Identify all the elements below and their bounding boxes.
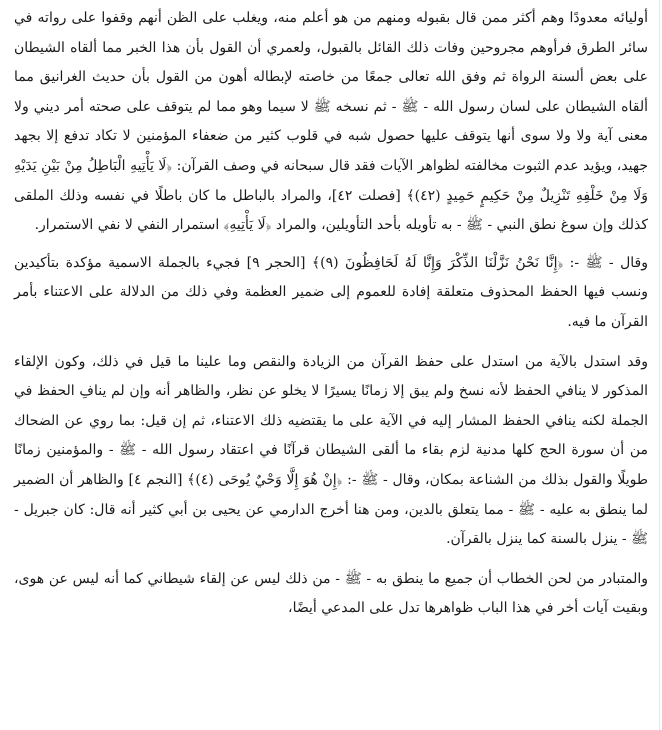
paragraph-4: والمتبادر من لحن الخطاب أن جميع ما ينطق به - ﷺ - من ذلك ليس عن إلقاء شيطاني كما أنه ليس عن هوى، وبقيت آيات أخر في هذا الباب ظواهرها تدل على المدعي أيضًا، <box>14 570 648 617</box>
paragraph-2: وقال - ﷺ -: ﴿إِنَّا نَحْنُ نَزَّلْنَا الذِّكْرَ وَإِنَّا لَهُ لَحَافِظُونَ (٩)﴾ [الحجر ٩] فجيء بالجملة الاسمية مؤكدة بتأكيدين ونسب فيها الحفظ المحذوف متعلقة إفادة للعموم إلى ضمير العظمة وفي ذلك من الدلالة على الاعتناء بأمر القرآن ما فيه. <box>14 254 649 330</box>
paragraph-3: وقد استدل بالآية من استدل على حفظ القرآن من الزيادة والنقص وما علينا ما قيل في ذلك، وكون الإلقاء المذكور لا ينافي الحفظ لأنه نسخ ولم يبق إلا زمانًا يسيرًا لا يخلو عن نظر، والظاهر أنه وإن لم ينافِ الحفظ في الجملة لكنه ينافي الحفظ المشار إليه في الآية على ما يقتضيه ذلك الاعتناء، ثم إن قيل: بما روي عن الضحاك من أن سورة الحج كلها مدنية لزم بقاء ما ألقى الشيطان قرآنًا في اعتقاد رسول الله - ﷺ - والمؤمنين زمانًا طويلًا والقول بذلك من الشناعة بمكان، وقال - ﷺ -: ﴿إِنْ هُوَ إِلَّا وَحْيٌ يُوحَى (٤)﴾ [النجم ٤] والظاهر أن الضمير لما ينطق به عليه - ﷺ - مما يتعلق بالدين، ومن هنا أخرج الدارمي عن يحيى بن أبي كثير أنه قال: كان جبريل - ﷺ - ينزل بالسنة كما ينزل بالقرآن. <box>14 353 648 548</box>
page-edge-line <box>659 0 660 730</box>
paragraph-1: أوليائه معدودًا وهم أكثر ممن قال بقبوله ومنهم من هو أعلم منه، ويغلب على الظن أنهم وقفوا على رواته في سائر الطرق فرأوهم مجروحين وفات ذلك القائل بالقبول، ولعمري أن القول بأن هذا الخبر مما ألقاه الشيطان على بعض ألسنة الرواة ثم وفق الله تعالى جمعًا من خاصته لإبطاله أهون من القول بأن حديث الغرانيق مما ألقاه الشيطان على لسان رسول الله - ﷺ - ثم نسخه ﷺ لا سيما وهو مما لم يتوقف على صحته أمر ديني ولا معنى آية ولا ولا سوى أنها يتوقف عليها حصول شبه في قلوب كثير من ضعفاء المؤمنين لا تكاد تدفع إلا بجهد جهيد، ويؤيد عدم الثبوت مخالفته لظواهر الآيات فقد قال سبحانه في وصف القرآن: ﴿لَا يَأْتِيهِ الْبَاطِلُ مِنْ بَيْنِ يَدَيْهِ وَلَا مِنْ خَلْفِهِ تَنْزِيلٌ مِنْ حَكِيمٍ حَمِيدٍ (٤٢)﴾ [فصلت ٤٢]، والمراد بالباطل ما كان باطلًا في نفسه وذلك الملقى كذلك وإن سوغ نطق النبي - ﷺ - به تأويله بأحد التأويلين، والمراد ﴿لَا يَأْتِيهِ﴾ استمرار النفي لا نفي الاستمرار. <box>14 10 648 234</box>
paragraph-gap <box>14 241 648 249</box>
paragraph-gap <box>14 555 648 565</box>
paragraph-gap <box>14 338 648 348</box>
